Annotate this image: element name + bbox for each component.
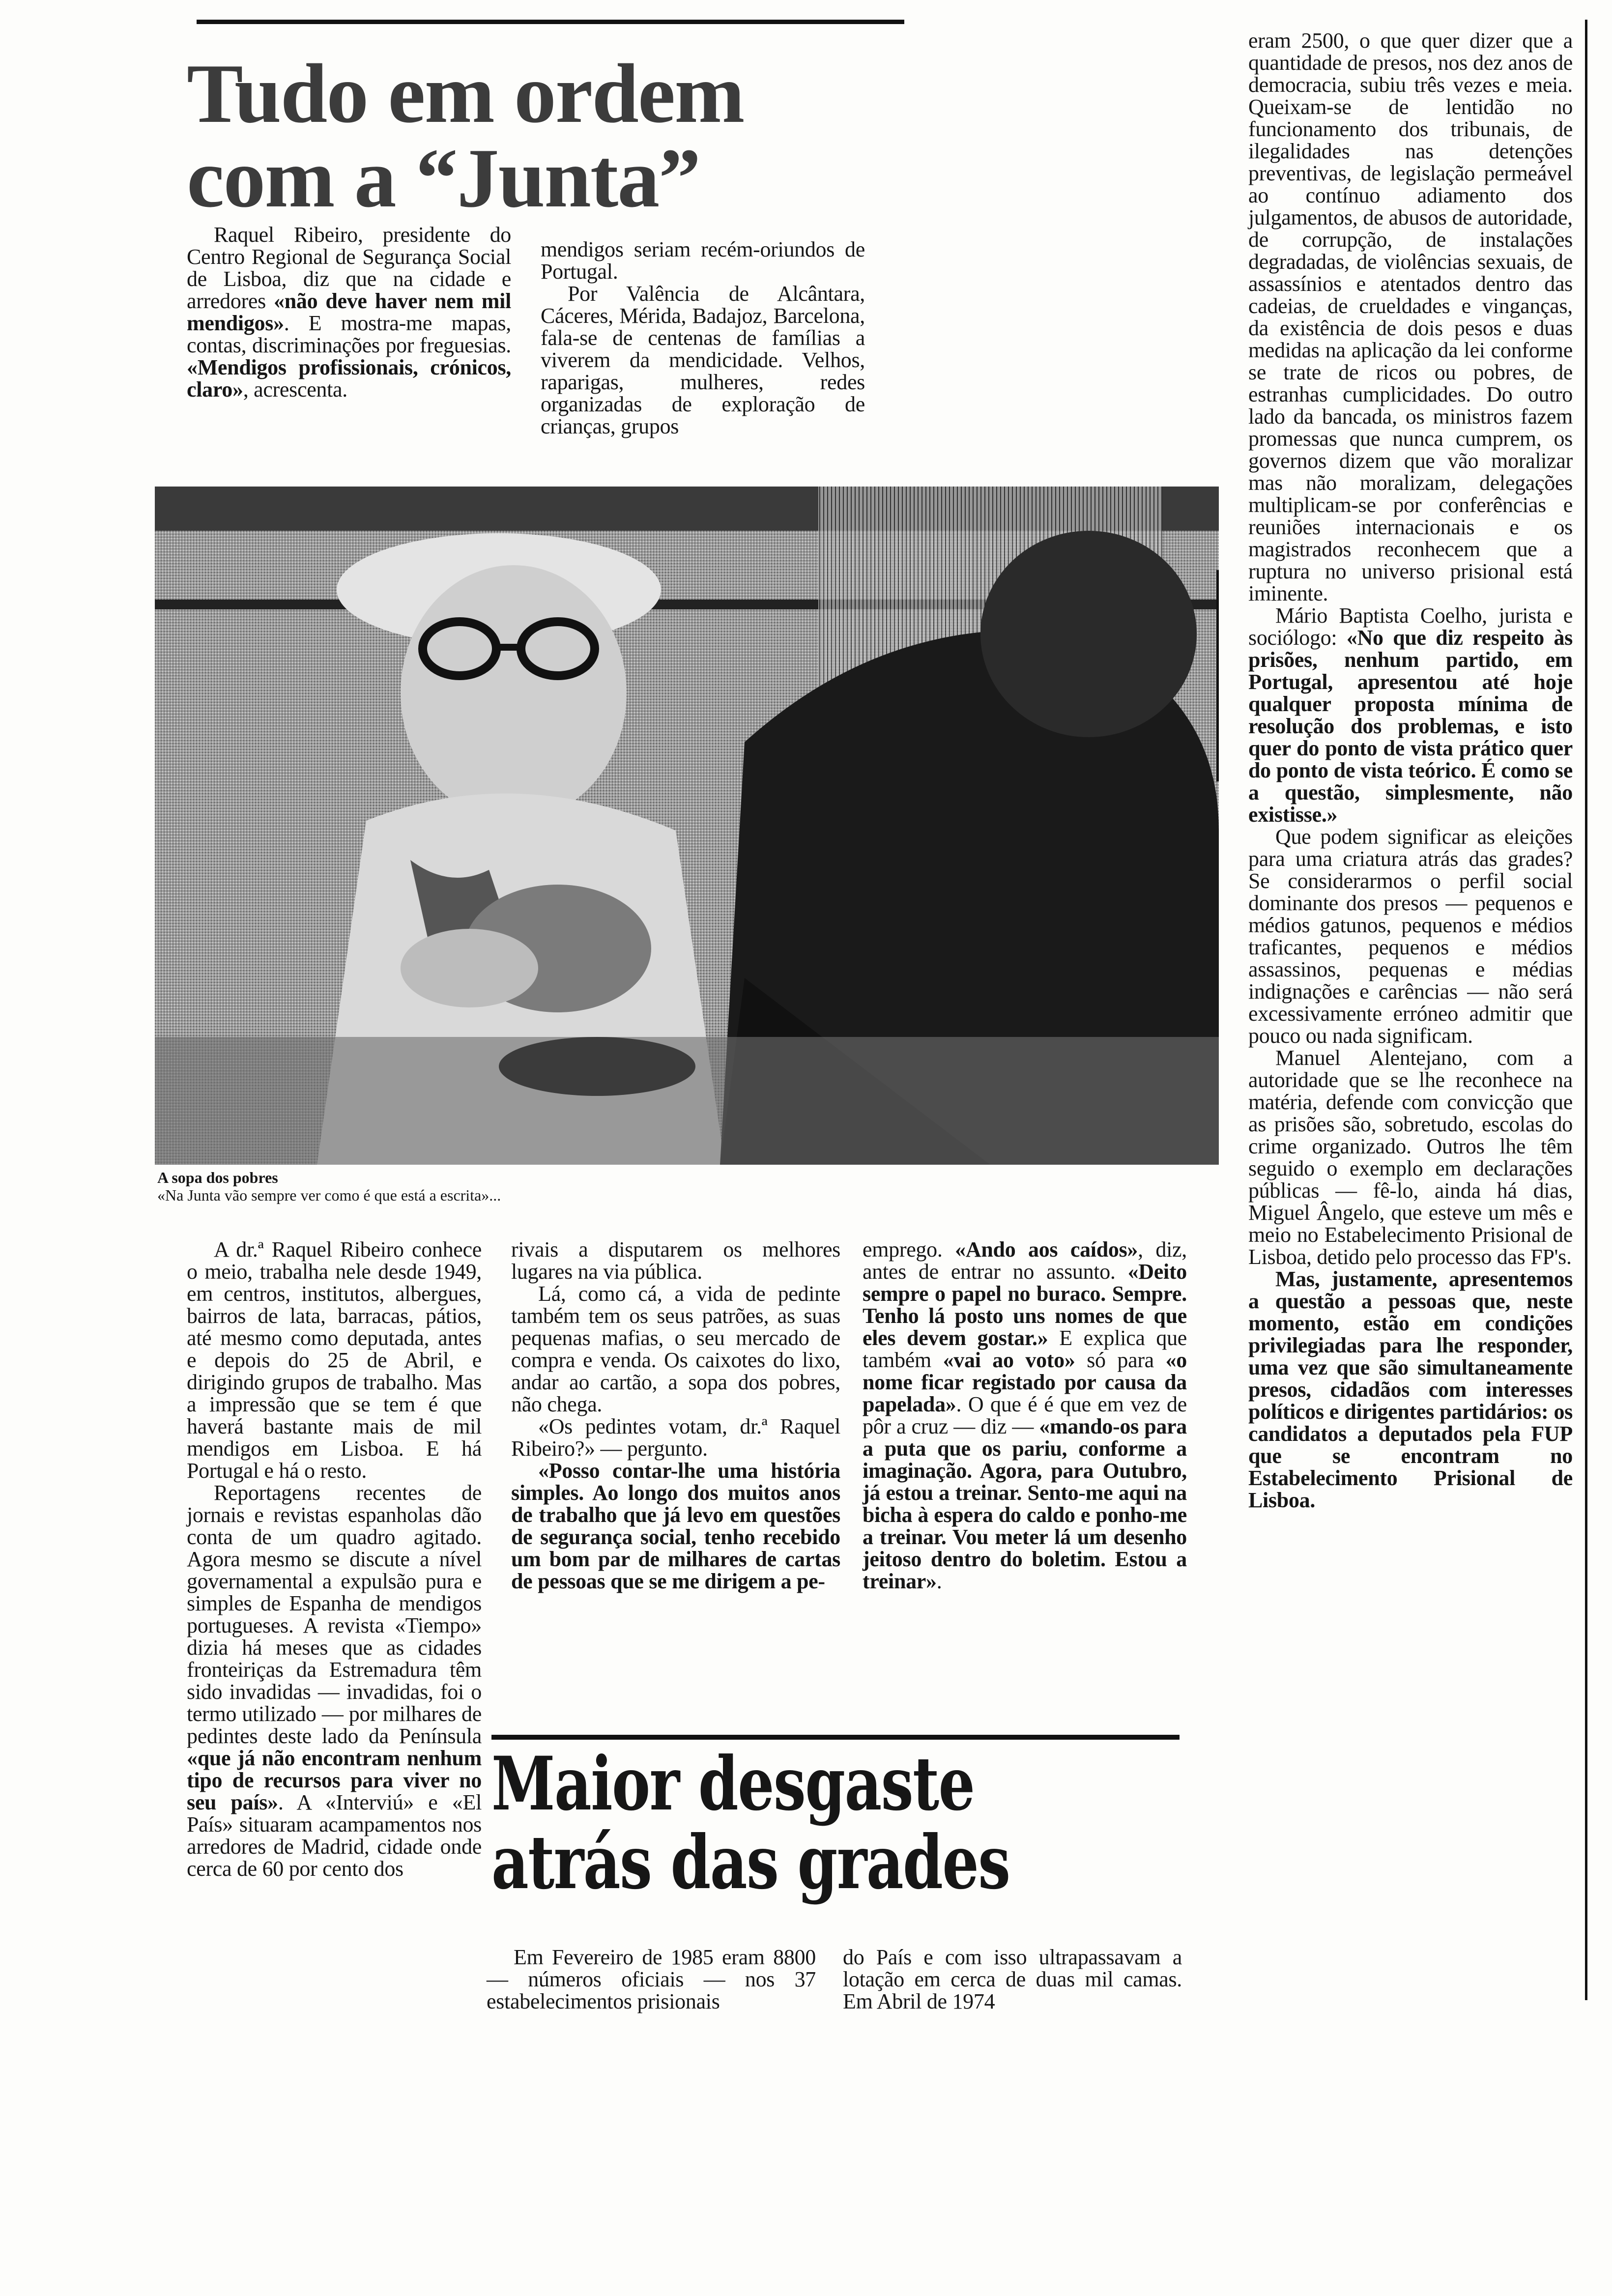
article2-col2 <box>843 1946 1182 2012</box>
paragraph <box>863 1238 1187 1592</box>
paragraph <box>511 1460 840 1592</box>
text-run: Por Valência de Alcântara, Cáceres, Mérida, Badajoz, Barcelona, fala-se de centenas de famílias a viverem da mendicidade. Velhos, raparigas, mulheres, redes organizadas de exploração de crianças, grupos <box>541 282 865 438</box>
bold-quote: «mando-os para a puta que os pariu, conforme a imaginação. Agora, para Outubro, já estou a treinar. Sento-me aqui na bicha à espera do caldo e ponho-me a treinar. Vou meter lá um desenho jeitoso dentro do boletim. Estou a treinar» <box>863 1414 1187 1593</box>
paragraph <box>487 1946 816 2012</box>
bold-quote: Mas, justamente, apresentemos a questão a pessoas que, neste momento, estão em condições privilegiadas para lhe responder, uma vez que são simultaneamente presos, cidadãos com interesses políticos e dirigentes partidários: os candidatos a deputados pela FUP que se encontram no Estabelecimento Prisional de Lisboa. <box>1248 1267 1573 1512</box>
photo-image <box>155 487 1219 1165</box>
photo-soup-kitchen <box>155 487 1219 1165</box>
paragraph <box>511 1238 840 1283</box>
headline-2-line1: Maior desgaste <box>491 1741 975 1827</box>
text-run: Lá, como cá, a vida de pedinte também tem os seus patrões, as suas pequenas mafias, o seu mercado de compra e venda. Os caixotes do lixo, andar ao cartão, a sopa dos pobres, não chega. <box>511 1282 840 1416</box>
headline-2 <box>491 1741 1010 1906</box>
bold-quote: «Deito sempre o papel no buraco. Sempre. Tenho lá posto uns nomes de que eles devem gostar.» <box>863 1260 1187 1350</box>
text-run: Mário Baptista Coelho, jurista e sociólogo: <box>1248 603 1573 650</box>
text-run: rivais a disputarem os melhores lugares na via pública. <box>511 1237 840 1284</box>
text-run: A dr.ª Raquel Ribeiro conhece o meio, trabalha nele desde 1949, em centros, institutos, albergues, bairros de lata, barracas, pátios, até mesmo como deputada, antes e depois do 25 de Abril, e dirigindo grupos de trabalho. Mas a impressão que se tem é que haverá bastante mais de mil mendigos em Lisboa. E há Portugal e há o resto. <box>187 1237 482 1483</box>
caption-title: A sopa dos pobres <box>157 1169 278 1186</box>
text-run: Em Fevereiro de 1985 eram 8800 — números oficiais — nos 37 estabelecimentos prisionais <box>487 1945 816 2013</box>
article1-bottom-col3 <box>863 1238 1187 1592</box>
text-run: Reportagens recentes de jornais e revistas espanholas dão conta de um quadro agitado. Agora mesmo se discute a nível governamental a expulsão pura e simples de Espanha de mendigos portugueses. A revista «Tiempo» dizia há meses que as cidades fronteiriças da Estremadura têm sido invadidas — invadidas, foi o termo utilizado — por milhares de pedintes deste lado da Península <box>187 1481 482 1748</box>
bold-quote: «Ando aos caídos» <box>955 1237 1138 1262</box>
photo-caption <box>157 1169 501 1204</box>
top-rule <box>197 20 904 24</box>
text-run: eram 2500, o que quer dizer que a quantidade de presos, nos dez anos de democracia, subiu três vezes e meia. Queixam-se de lentidão no funcionamento dos tribunais, de ilegalidades nas detenções preventivas, de legislação permeável ao contínuo adiamento dos julgamentos, de abusos de autoridade, de corrupção, de instalações degradadas, de violências sexuais, de assassínios e atentados dentro das cadeias, de crueldades e vinganças, da existência de dois pesos e duas medidas na aplicação da lei conforme se trate de ricos ou pobres, de estranhas cumplicidades. Do outro lado da bancada, os ministros fazem promessas que nunca cumprem, os governos dizem que vão moralizar mas não moralizam, delegações multiplicam-se por conferências e reuniões internacionais e os magistrados reconhecem que a ruptura no universo prisional está iminente. <box>1248 29 1573 605</box>
text-run: mendigos seriam recém-oriundos de Portugal. <box>541 237 865 284</box>
paragraph <box>511 1415 840 1460</box>
text-run: . A «Interviú» e «El País» situaram acampamentos nos arredores de Madrid, cidade onde cerca de 60 por cento dos <box>187 1790 482 1881</box>
bold-quote: «que já não encontram nenhum tipo de recursos para viver no seu país» <box>187 1746 482 1814</box>
headline-2-line2: atrás das grades <box>491 1819 1010 1906</box>
caption-text: «Na Junta vão sempre ver como é que está a escrita»... <box>157 1186 501 1204</box>
text-run: . <box>936 1569 942 1593</box>
text-run: , acrescenta. <box>243 377 347 402</box>
text-run: emprego. <box>863 1237 955 1262</box>
paragraph <box>1248 826 1573 1047</box>
bold-quote: «Mendigos profissionais, crónicos, claro» <box>187 355 511 402</box>
article1-col1 <box>187 224 511 401</box>
paragraph <box>1248 1047 1573 1268</box>
bold-quote: «No que diz respeito às prisões, nenhum partido, em Portugal, apresentou até hoje qualquer proposta mínima de resolução dos problemas, e isto quer do ponto de vista prático quer do ponto de vista teórico. É como se a questão, simplesmente, não existisse.» <box>1248 626 1573 827</box>
bold-quote: «vai ao voto» <box>943 1348 1075 1372</box>
bold-quote: «não deve haver nem mil mendigos» <box>187 289 511 335</box>
paragraph <box>511 1283 840 1415</box>
article2-rule <box>491 1735 1180 1740</box>
paragraph <box>187 224 511 401</box>
text-run: E explica que também <box>863 1326 1187 1372</box>
text-run: . O que é é que em vez de pôr a cruz — diz — <box>863 1392 1187 1438</box>
article2-col1 <box>487 1946 816 2012</box>
paragraph <box>843 1946 1182 2012</box>
bold-quote: «o nome ficar registado por causa da papelada» <box>863 1348 1187 1416</box>
paragraph <box>1248 604 1573 826</box>
paragraph <box>1248 29 1573 604</box>
paragraph <box>187 1238 482 1482</box>
article1-bottom-col1 <box>187 1238 482 1880</box>
paragraph <box>187 1482 482 1880</box>
text-run: , diz, antes de entrar no assunto. <box>863 1237 1187 1284</box>
text-run: Raquel Ribeiro, presidente do Centro Regional de Segurança Social de Lisboa, diz que na cidade e arredores <box>187 223 511 313</box>
headline-1 <box>187 47 744 225</box>
article1-bottom-col2 <box>511 1238 840 1592</box>
paragraph <box>1248 1268 1573 1511</box>
margin-rule-2 <box>1585 20 1587 2000</box>
article1-col2 <box>541 238 865 437</box>
article-right-col <box>1248 29 1573 1511</box>
bold-quote: «Posso contar-lhe uma história simples. Ao longo dos muitos anos de trabalho que já levo em questões de segurança social, tenho recebido um bom par de milhares de cartas de pessoas que se me dirigem a pe- <box>511 1459 840 1593</box>
headline-1-line2: com a “Junta” <box>187 132 700 225</box>
margin-rule-1 <box>1216 570 1219 781</box>
text-run: . E mostra-me mapas, contas, discriminações por freguesias. <box>187 311 511 357</box>
text-run: só para <box>1075 1348 1166 1372</box>
text-run: «Os pedintes votam, dr.ª Raquel Ribeiro?» — pergunto. <box>511 1414 840 1461</box>
text-run: Que podem significar as eleições para uma criatura atrás das grades? Se considerarmos o perfil social dominante dos presos — pequenos e médios gatunos, pequenos e médios traficantes, pequenos e médios assassinos, pequenas e médias indignações e carências — não será excessivamente erróneo admitir que pouco ou nada significam. <box>1248 825 1573 1048</box>
headline-1-line1: Tudo em ordem <box>187 47 744 141</box>
paragraph <box>541 283 865 437</box>
paragraph <box>541 238 865 283</box>
text-run: do País e com isso ultrapassavam a lotação em cerca de duas mil camas. Em Abril de 1974 <box>843 1945 1182 2013</box>
text-run: Manuel Alentejano, com a autoridade que se lhe reconhece na matéria, defende com convicção que as prisões são, sobretudo, escolas do crime organizado. Outros lhe têm seguido o exemplo em declarações públicas — fê-lo, ainda há dias, Miguel Ângelo, que esteve um mês e meio no Estabelecimento Prisional de Lisboa, detido pelo processo das FP's. <box>1248 1046 1573 1269</box>
